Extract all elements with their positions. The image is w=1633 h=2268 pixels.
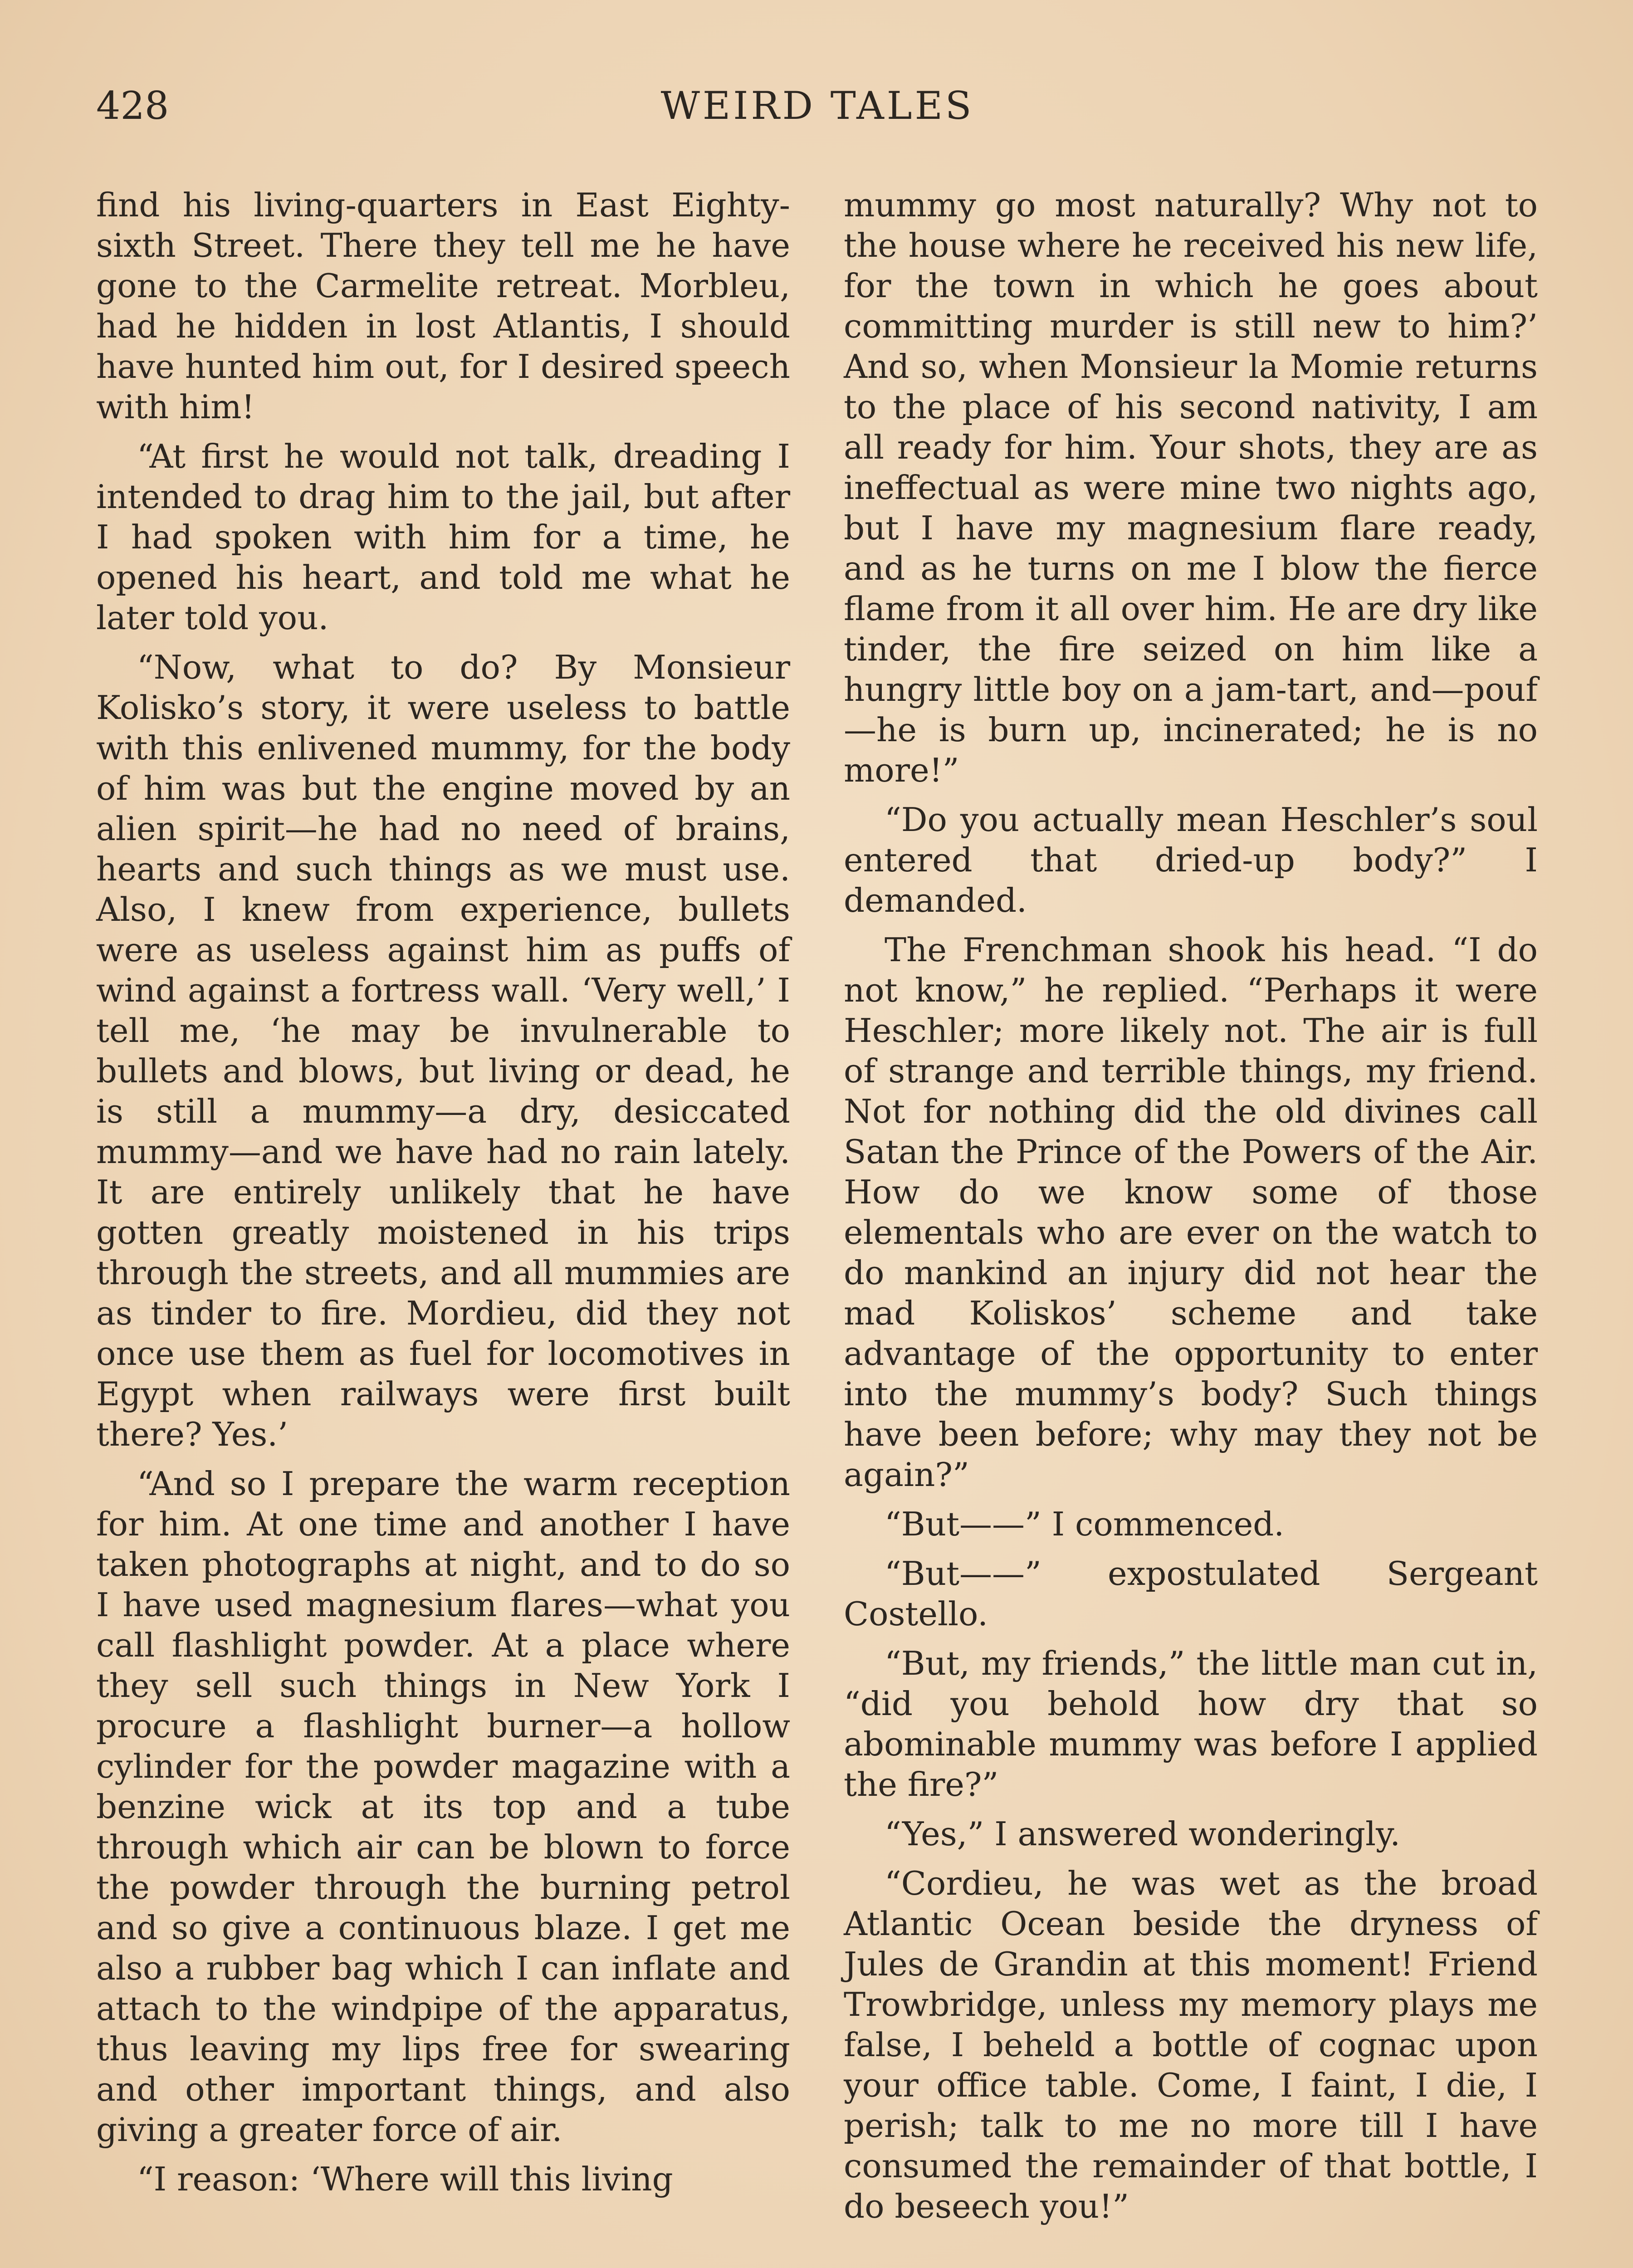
- paragraph: “But, my friends,” the little man cut in, “did you behold how dry that so abominable mummy was before I applied the fire?”: [844, 1644, 1538, 1804]
- paragraph: “Yes,” I answered wonderingly.: [885, 1815, 1401, 1853]
- right-column: [844, 185, 1538, 2236]
- paragraph: “I reason: ‘Where will this living: [137, 2160, 673, 2198]
- paragraph: “At first he would not talk, dreading I intended to drag him to the jail, but after I had spoken with him for a time, he opened his heart, and told me what he later told you.: [96, 437, 790, 637]
- paragraph: “And so I prepare the warm reception for him. At one time and another I have taken photographs at night, and to do so I have used magnesium flares—what you call flashlight powder. At a place where they sell such things in New York I procure a flashlight burner—a hollow cylinder for the powder magazine with a benzine wick at its top and a tube through which air can be blown to force the powder through the burning petrol and so give a continuous blaze. I get me also a rubber bag which I can inflate and attach to the windpipe of the apparatus, thus leaving my lips free for swearing and other important things, and also giving a greater force of air.: [96, 1465, 790, 2149]
- paragraph: mummy go most naturally? Why not to the house where he received his new life, for the town in which he goes about committing murder is still new to him?’ And so, when Monsieur la Momie returns to the place of his second nativity, I am all ready for him. Your shots, they are as ineffectual as were mine two nights ago, but I have my magnesium flare ready, and as he turns on me I blow the fierce flame from it all over him. He are dry like tinder, the fire seized on him like a hungry little boy on a jam-tart, and—pouf—he is burn up, incinerated; he is no more!”: [844, 186, 1538, 789]
- paragraph: “But——” expostulated Sergeant Costello.: [844, 1554, 1538, 1633]
- running-head: WEIRD TALES: [660, 83, 974, 128]
- paragraph: The Frenchman shook his head. “I do not know,” he replied. “Perhaps it were Heschler; more likely not. The air is full of strange and terrible things, my friend. Not for nothing did the old divines call Satan the Prince of the Powers of the Air. How do we know some of those elementals who are ever on the watch to do mankind an injury did not hear the mad Koliskos’ scheme and take advantage of the opportunity to enter into the mummy’s body? Such things have been before; why may they not be again?”: [844, 931, 1538, 1494]
- page-number: 428: [96, 83, 169, 128]
- paragraph: “Do you actually mean Heschler’s soul entered that dried-up body?” I demanded.: [844, 801, 1538, 919]
- paragraph: “Cordieu, he was wet as the broad Atlantic Ocean beside the dryness of Jules de Grandin at this moment! Friend Trowbridge, unless my memory plays me false, I beheld a bottle of cognac upon your office table. Come, I faint, I die, I perish; talk to me no more till I have consumed the remainder of that bottle, I do beseech you!”: [844, 1864, 1538, 2225]
- paragraph: “But——” I commenced.: [885, 1505, 1285, 1543]
- paragraph: “Now, what to do? By Monsieur Kolisko’s story, it were useless to battle with this enlivened mummy, for the body of him was but the engine moved by an alien spirit—he had no need of brains, hearts and such things as we must use. Also, I knew from experience, bullets were as useless against him as puffs of wind against a fortress wall. ‘Very well,’ I tell me, ‘he may be invulnerable to bullets and blows, but living or dead, he is still a mummy—a dry, desiccated mummy—and we have had no rain lately. It are entirely unlikely that he have gotten greatly moistened in his trips through the streets, and all mummies are as tinder to fire. Mordieu, did they not once use them as fuel for locomotives in Egypt when railways were first built there? Yes.’: [96, 648, 790, 1453]
- page-header: [96, 81, 1539, 131]
- left-column: [96, 185, 790, 2209]
- paragraph: find his living-quarters in East Eighty-sixth Street. There they tell me he have gone to the Carmelite retreat. Morbleu, had he hidden in lost Atlantis, I should have hunted him out, for I desired speech with him!: [96, 186, 790, 426]
